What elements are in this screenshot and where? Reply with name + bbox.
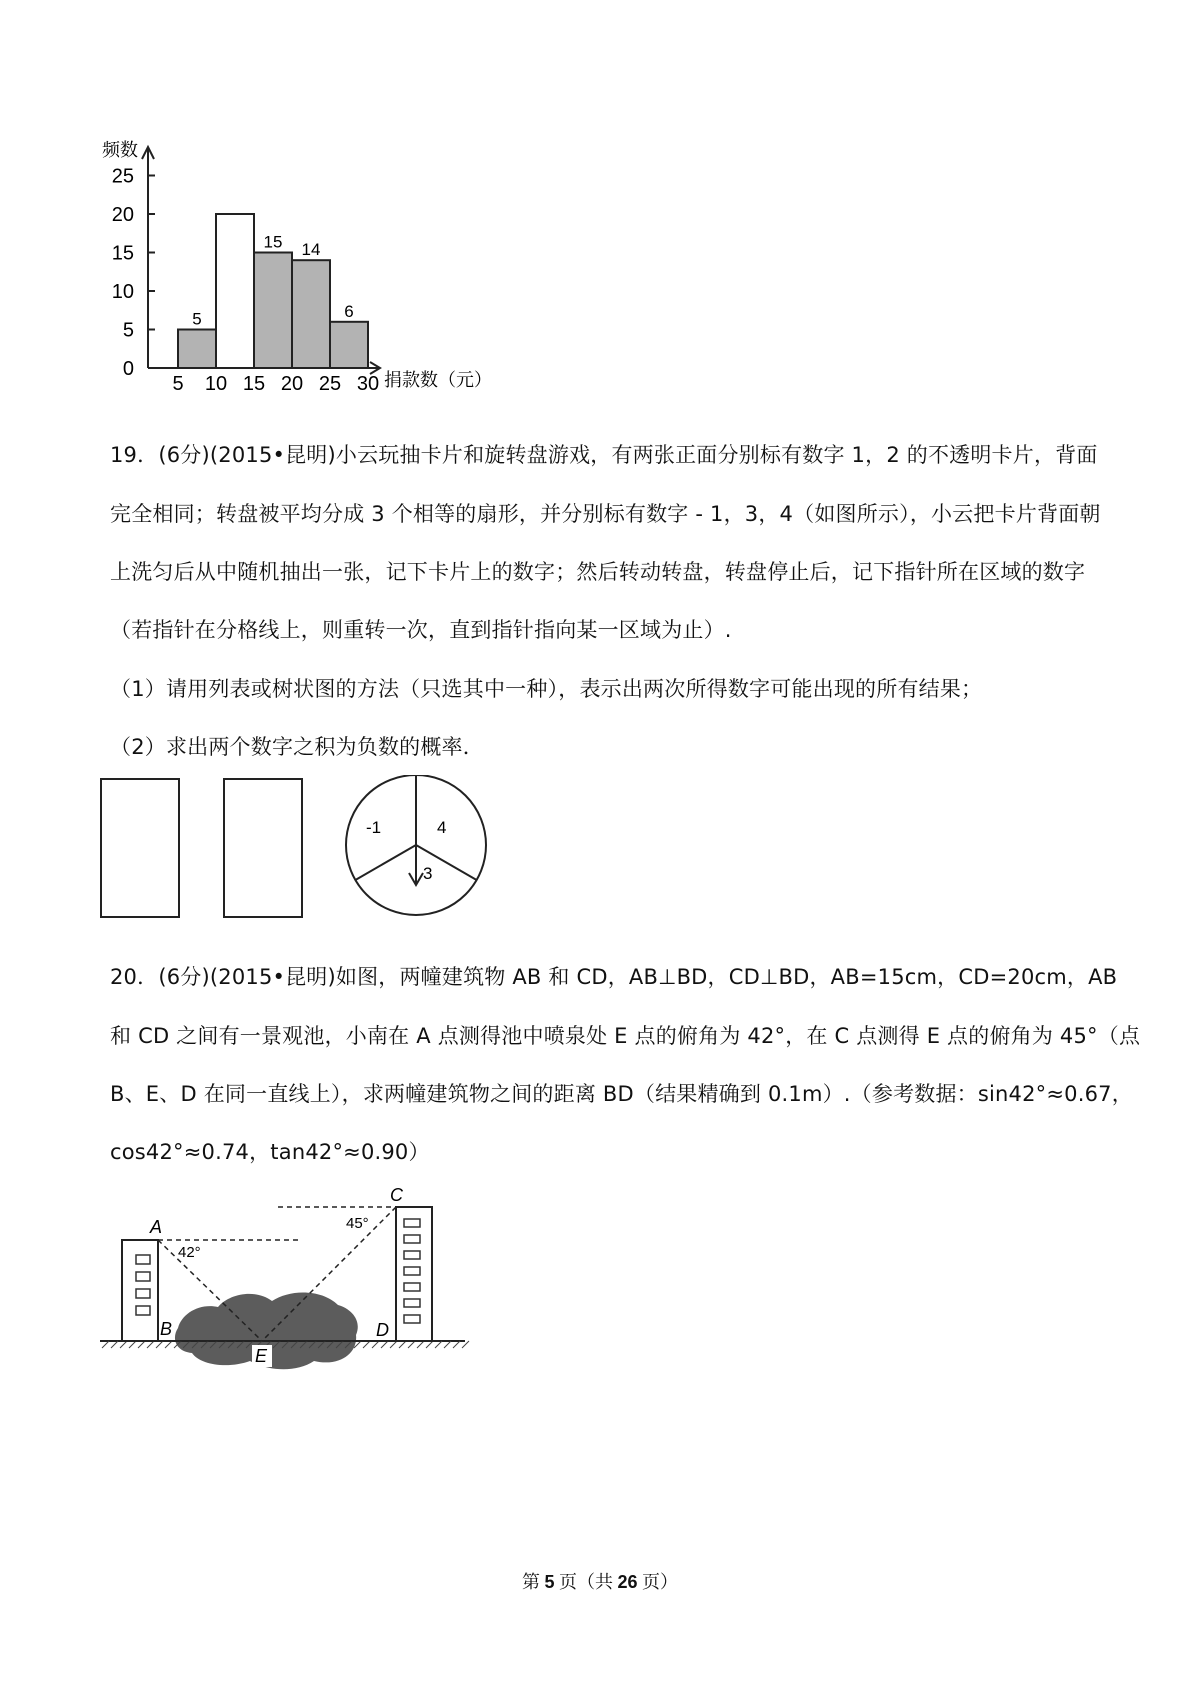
histogram-bar-10-15 bbox=[216, 214, 254, 368]
q19-line-4: （若指针在分格线上，则重转一次，直到指针指向某一区域为止）. bbox=[110, 618, 732, 642]
q20-line-2: 和 CD 之间有一景观池，小南在 A 点测得池中喷泉处 E 点的俯角为 42°，在 C 点测得 E 点的俯角为 45°（点 bbox=[110, 1024, 1141, 1048]
point-label-c: C bbox=[390, 1185, 403, 1205]
q20-line-3: B、E、D 在同一直线上），求两幢建筑物之间的距离 BD（结果精确到 0.1m）.（参考数据：sin42°≈0.67， bbox=[110, 1082, 1133, 1106]
histogram-bar-5-10 bbox=[178, 330, 216, 369]
q19-part-2: （2）求出两个数字之积为负数的概率． bbox=[110, 735, 484, 759]
x-tick-label: 15 bbox=[242, 373, 266, 395]
page-number: 5 bbox=[544, 1572, 555, 1592]
x-tick-label: 10 bbox=[204, 373, 228, 395]
card-2 bbox=[224, 779, 302, 917]
x-tick-label: 25 bbox=[318, 373, 342, 395]
bar-value-label: 5 bbox=[192, 309, 202, 329]
y-tick-label: 5 bbox=[122, 319, 134, 342]
histogram-bar-15-20 bbox=[254, 253, 292, 369]
x-axis-label: 捐款数（元） bbox=[384, 370, 492, 390]
donation-histogram bbox=[100, 135, 540, 435]
spinner bbox=[346, 775, 486, 915]
spinner-label-minus-1: -1 bbox=[366, 818, 382, 837]
q20-line-1: 20．(6分)(2015•昆明)如图，两幢建筑物 AB 和 CD，AB⊥BD，CD⊥BD，AB=15cm，CD=20cm，AB bbox=[110, 965, 1118, 989]
x-tick-label: 30 bbox=[356, 373, 380, 395]
y-tick-label: 25 bbox=[111, 165, 134, 188]
spinner-label-4: 4 bbox=[437, 818, 447, 837]
x-tick-label: 20 bbox=[280, 373, 304, 395]
histogram-bar-25-30 bbox=[330, 322, 368, 368]
spinner-label-3: 3 bbox=[423, 864, 433, 883]
y-axis-label: 频数 bbox=[102, 140, 138, 160]
buildings-pool-figure bbox=[100, 1185, 480, 1385]
page-total: 26 bbox=[617, 1572, 638, 1592]
page-footer: 第 5 页（共 26 页） bbox=[521, 1572, 679, 1592]
cards-and-spinner-figure bbox=[100, 775, 500, 925]
y-tick-label: 0 bbox=[122, 358, 134, 380]
angle-label-42: 42° bbox=[178, 1244, 201, 1261]
point-label-a: A bbox=[150, 1217, 163, 1237]
q20-line-4: cos42°≈0.74，tan42°≈0.90） bbox=[110, 1140, 430, 1164]
y-tick-label: 20 bbox=[111, 204, 134, 226]
point-label-e: E bbox=[255, 1346, 268, 1366]
bar-value-label: 15 bbox=[263, 232, 283, 252]
bar-value-label: 14 bbox=[301, 240, 321, 260]
point-label-b: B bbox=[160, 1319, 173, 1339]
bar-value-label: 6 bbox=[344, 301, 354, 321]
building-ab bbox=[122, 1240, 158, 1341]
q19-line-3: 上洗匀后从中随机抽出一张，记下卡片上的数字；然后转动转盘，转盘停止后，记下指针所在区域的数字 bbox=[110, 560, 1086, 584]
x-tick-label: 5 bbox=[172, 373, 184, 395]
angle-label-45: 45° bbox=[346, 1215, 369, 1232]
y-tick-label: 15 bbox=[111, 242, 134, 265]
y-tick-label: 10 bbox=[111, 281, 134, 303]
building-cd bbox=[396, 1207, 432, 1341]
card-1 bbox=[101, 779, 179, 917]
histogram-bars bbox=[178, 214, 368, 368]
q19-part-1: （1）请用列表或树状图的方法（只选其中一种），表示出两次所得数字可能出现的所有结果； bbox=[110, 677, 983, 701]
q19-line-1: 19．(6分)(2015•昆明)小云玩抽卡片和旋转盘游戏，有两张正面分别标有数字 1，2 的不透明卡片，背面 bbox=[110, 443, 1098, 467]
q19-line-2: 完全相同；转盘被平均分成 3 个相等的扇形，并分别标有数字 - 1，3，4（如图所示），小云把卡片背面朝 bbox=[110, 502, 1101, 526]
point-label-d: D bbox=[376, 1320, 389, 1340]
histogram-bar-20-25 bbox=[292, 260, 330, 368]
